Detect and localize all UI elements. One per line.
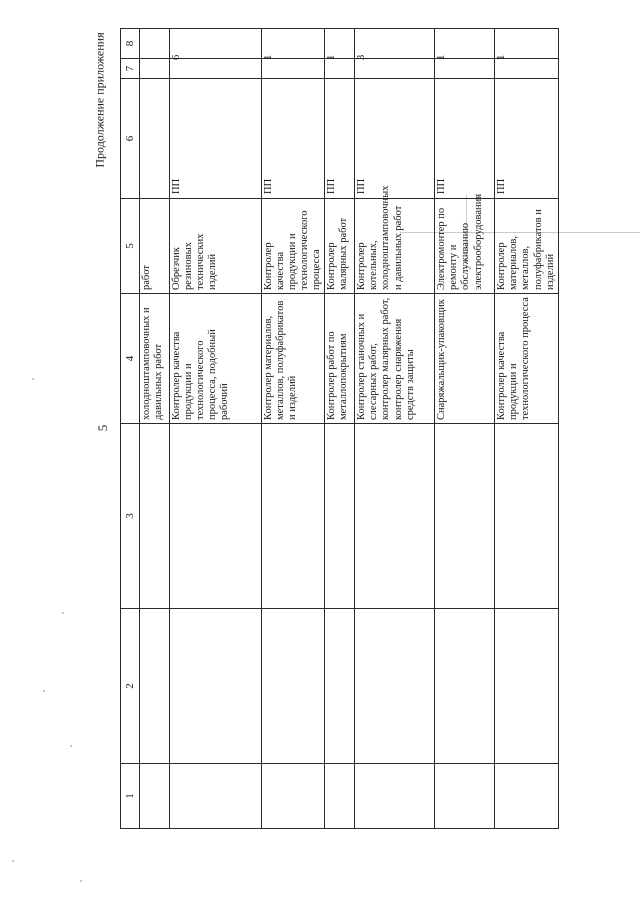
table-cell — [355, 609, 435, 764]
table-cell — [325, 609, 355, 764]
table-cell — [355, 764, 435, 829]
table-cell: Снаряжальщик-упаковщик — [435, 294, 495, 424]
table-cell — [170, 609, 262, 764]
appendix-table — [120, 28, 559, 829]
table-cell — [495, 424, 558, 609]
table-header-row — [121, 29, 140, 829]
table-row — [495, 29, 558, 829]
scan-speck — [62, 612, 64, 614]
table-cell: ПП — [325, 79, 355, 199]
table-row — [325, 29, 355, 829]
table-cell — [325, 424, 355, 609]
table-cell — [140, 609, 170, 764]
table-cell — [325, 764, 355, 829]
table-cell: 1 — [325, 59, 355, 79]
table-cell — [170, 424, 262, 609]
table-cell — [435, 424, 495, 609]
table-cell: Обрезчик резиновых технических изделий — [170, 199, 262, 294]
table-cell: ПП — [495, 79, 558, 199]
table-header-cell: 2 — [121, 609, 140, 764]
table-cell: Контролер качества продукции и технологического процесса — [262, 199, 325, 294]
rotated-table-container — [120, 29, 556, 829]
table-header-cell: 6 — [121, 79, 140, 199]
table-cell: 3 — [355, 59, 435, 79]
table-header-cell: 3 — [121, 424, 140, 609]
table-cell — [495, 764, 558, 829]
continuation-title: Продолжение приложения — [92, 32, 107, 168]
table-cell: Электромонтер по ремонту и обслуживанию электрооборудования — [435, 199, 495, 294]
table-row — [355, 29, 435, 829]
table-cell — [140, 764, 170, 829]
table-cell — [435, 764, 495, 829]
table-header-cell: 7 — [121, 59, 140, 79]
table-cell: Контролер качества продукции и технологического процесса — [495, 294, 558, 424]
table-cell — [140, 59, 170, 79]
table-cell — [170, 29, 262, 59]
table-cell: холодноштамповочных и давильных работ — [140, 294, 170, 424]
table-cell — [355, 424, 435, 609]
table-cell: Контролер работ по металлопокрытиям — [325, 294, 355, 424]
table-cell — [140, 29, 170, 59]
table-cell: 1 — [435, 59, 495, 79]
table-cell — [262, 764, 325, 829]
table-row — [140, 29, 170, 829]
scan-speck — [70, 745, 72, 747]
table-cell: 1 — [495, 59, 558, 79]
table-header-cell: 5 — [121, 199, 140, 294]
table-cell: ПП — [435, 79, 495, 199]
table-cell — [495, 609, 558, 764]
table-cell: работ — [140, 199, 170, 294]
table-cell — [435, 609, 495, 764]
table-cell: ПП — [262, 79, 325, 199]
table-cell: Контролер качества продукции и технологического процесса, подобный рабочий — [170, 294, 262, 424]
table-header-cell: 1 — [121, 764, 140, 829]
table-cell — [170, 764, 262, 829]
table-cell: Контролер станочных и слесарных работ, контролер малярных работ, контролер снаряжения средств защиты — [355, 294, 435, 424]
table-cell — [262, 609, 325, 764]
scan-speck — [80, 880, 82, 882]
table-cell: Контролер малярных работ — [325, 199, 355, 294]
table-cell — [140, 79, 170, 199]
scan-speck — [12, 860, 14, 862]
table-header-cell: 8 — [121, 29, 140, 59]
table-cell: 1 — [262, 59, 325, 79]
table-row — [170, 29, 262, 829]
table-cell — [262, 424, 325, 609]
table-cell: Контролер котельных, холодноштамповочных и давильных работ — [355, 199, 435, 294]
page-number: 5 — [95, 424, 110, 432]
table-row — [262, 29, 325, 829]
table-cell: Контролер материалов, металлов, полуфабрикатов и изделий — [262, 294, 325, 424]
table-header-cell: 4 — [121, 294, 140, 424]
table-row — [435, 29, 495, 829]
table-cell: ПП — [355, 79, 435, 199]
table-cell: 6 — [170, 59, 262, 79]
table-cell: ПП — [170, 79, 262, 199]
scan-speck — [43, 690, 45, 692]
table-cell — [140, 424, 170, 609]
table-cell: Контролер материалов, металлов, полуфабрикатов и изделий — [495, 199, 558, 294]
scan-speck — [32, 378, 34, 380]
